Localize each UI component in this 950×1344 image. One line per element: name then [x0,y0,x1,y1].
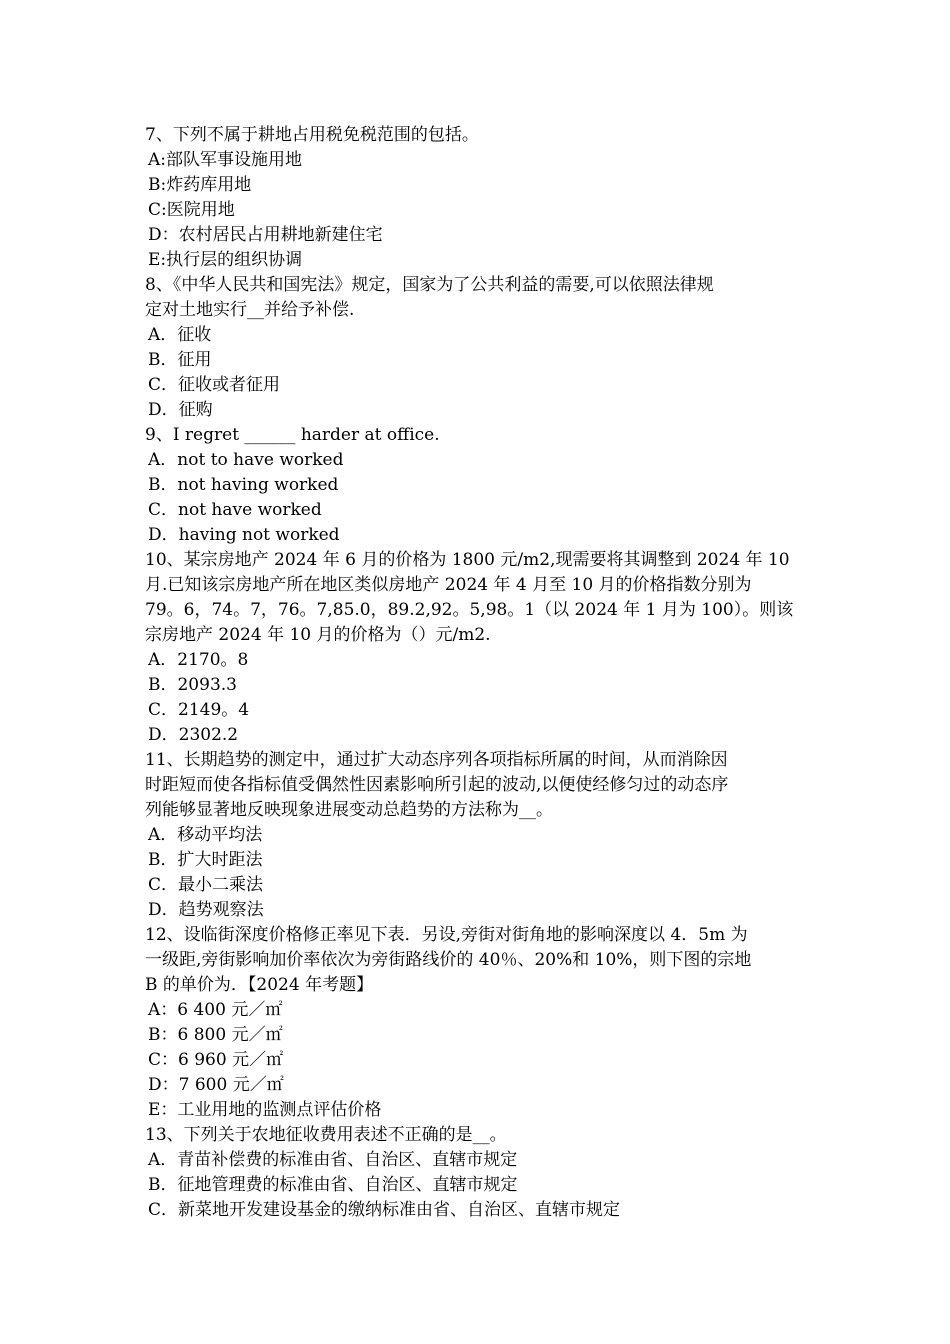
question-stem-line: 10、某宗房地产 2024 年 6 月的价格为 1800 元/m2,现需要将其调整到 2024 年 10 [145,550,790,570]
question-stem-line: 9、I regret ______ harder at office. [145,425,440,445]
option-c: C．征收或者征用 [148,375,281,395]
question-13 [145,1123,810,1223]
question-stem-line: 宗房地产 2024 年 10 月的价格为（）元/m2. [145,625,491,645]
option-e: E：工业用地的监测点评估价格 [148,1100,382,1120]
option-c: C．最小二乘法 [148,875,264,895]
option-b: B:炸药库用地 [148,175,252,195]
option-c: C．2149。4 [148,700,250,720]
question-stem-line: 7、下列不属于耕地占用税免税范围的包括。 [145,125,479,145]
question-9 [145,423,810,548]
option-b: B．not having worked [148,475,339,495]
option-d: D．征购 [148,400,213,420]
option-b: B．2093.3 [148,675,237,695]
option-c: C：6 960 元／㎡ [148,1050,284,1070]
option-c: C．not have worked [148,500,322,520]
option-b: B．征用 [148,350,212,370]
option-b: B．扩大时距法 [148,850,263,870]
question-stem-line: 时距短而使各指标值受偶然性因素影响所引起的波动,以便使经修匀过的动态序 [145,775,729,795]
option-d: D：7 600 元／㎡ [148,1075,284,1095]
option-b: B：6 800 元／㎡ [148,1025,283,1045]
question-8 [145,273,810,423]
question-12 [145,923,810,1123]
option-a: A．移动平均法 [148,825,263,845]
question-7 [145,123,810,273]
question-stem-line: 11、长期趋势的测定中，通过扩大动态序列各项指标所属的时间，从而消除因 [145,750,728,770]
question-stem-line: 定对土地实行__并给予补偿. [145,300,355,320]
option-e: E:执行层的组织协调 [148,250,303,270]
question-stem-line: 8、《中华人民共和国宪法》规定，国家为了公共利益的需要,可以依照法律规 [145,275,714,295]
question-stem-line: 一级距,旁街影响加价率依次为旁街路线价的 40％、20%和 10%，则下图的宗地 [145,950,752,970]
question-11 [145,748,810,923]
option-b: B．征地管理费的标准由省、自治区、直辖市规定 [148,1175,518,1195]
question-stem-line: 12、设临街深度价格修正率见下表．另设,旁街对街角地的影响深度以 4．5m 为 [145,925,748,945]
option-a: A:部队军事设施用地 [148,150,303,170]
option-c: C．新菜地开发建设基金的缴纳标准由省、自治区、直辖市规定 [148,1200,621,1220]
option-a: A．2170。8 [148,650,249,670]
document-page [145,123,810,1223]
question-stem-line: 13、下列关于农地征收费用表述不正确的是__。 [145,1125,507,1145]
option-a: A．青苗补偿费的标准由省、自治区、直辖市规定 [148,1150,518,1170]
option-c: C:医院用地 [148,200,235,220]
option-d: D．2302.2 [148,725,239,745]
question-10 [145,548,810,748]
question-stem-line: 列能够显著地反映现象进展变动总趋势的方法称为__。 [145,800,553,820]
option-a: A．征收 [148,325,212,345]
option-d: D．趋势观察法 [148,900,264,920]
question-stem-line: 月.已知该宗房地产所在地区类似房地产 2024 年 4 月至 10 月的价格指数分别为 [145,575,752,595]
question-stem-line: B 的单价为．【2024 年考题】 [145,975,374,995]
option-a: A．not to have worked [148,450,344,470]
question-stem-line: 79。6，74。7，76。7,85.0，89.2,92。5,98。1（以 2024 年 1 月为 100）。则该 [145,600,794,620]
option-a: A：6 400 元／㎡ [148,1000,283,1020]
option-d: D：农村居民占用耕地新建住宅 [148,225,383,245]
option-d: D．having not worked [148,525,340,545]
